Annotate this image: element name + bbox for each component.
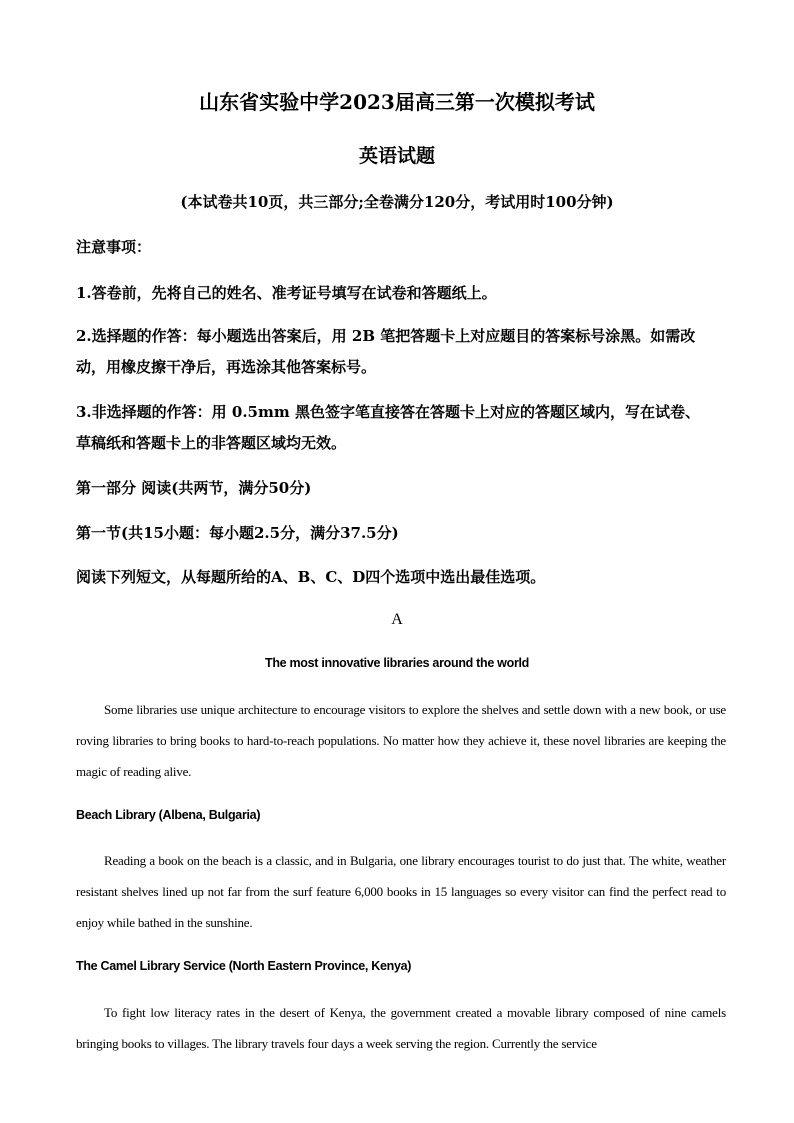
reading-instruction: 阅读下列短文，从每题所给的A、B、C、D四个选项中选出最佳选项。 xyxy=(76,568,546,586)
passage-title: The most innovative libraries around the world xyxy=(264,656,530,670)
note-item-1: 1.答卷前，先将自己的姓名、准考证号填写在试卷和答题纸上。 xyxy=(76,284,497,302)
camel-library-heading: The Camel Library Service (North Eastern Province, Kenya) xyxy=(76,959,412,973)
note-item-3-line-1: 3.非选择题的作答：用 0.5mm 黑色签字笔直接答在答题卡上对应的答题区域内，写在试卷、 xyxy=(76,403,700,421)
beach-library-paragraph: Reading a book on the beach is a classic, and in Bulgaria, one library encourages tourist to do just that. The white, weather resistant shelves lined up not far from the surf feature 6,000 books in 15 languages so every visitor can find the perfect read to enjoy while bathed in the sunshine. xyxy=(76,853,726,930)
beach-library-heading: Beach Library (Albena, Bulgaria) xyxy=(76,808,261,822)
notes-heading: 注意事项： xyxy=(76,238,152,256)
exam-title: 山东省实验中学2023届高三第一次模拟考试 xyxy=(199,90,595,114)
passage-letter: A xyxy=(391,611,403,628)
camel-library-paragraph: To fight low literacy rates in the desert of Kenya, the government created a movable library composed of nine camels bringing books to villages. The library travels four days a week serving the region. Currently the service xyxy=(76,1005,726,1051)
section-one-title: 第一节(共15小题：每小题2.5分，满分37.5分) xyxy=(76,524,399,542)
exam-subject: 英语试题 xyxy=(358,145,435,167)
passage-intro-paragraph: Some libraries use unique architecture to encourage visitors to explore the shelves and settle down with a new book, or use roving libraries to bring books to hard-to-reach populations. No matter how they achieve it, these novel libraries are keeping the magic of reading alive. xyxy=(76,702,726,779)
part-one-title: 第一部分 阅读(共两节，满分50分) xyxy=(76,479,312,497)
exam-info: (本试卷共10页，共三部分;全卷满分120分，考试用时100分钟) xyxy=(180,193,614,211)
note-item-2-line-1: 2.选择题的作答：每小题选出答案后，用 2B 笔把答题卡上对应题目的答案标号涂黑。如需改 xyxy=(76,327,696,345)
note-item-2-line-2: 动，用橡皮擦干净后，再选涂其他答案标号。 xyxy=(76,358,377,376)
note-item-3-line-2: 草稿纸和答题卡上的非答题区域均无效。 xyxy=(76,434,347,452)
